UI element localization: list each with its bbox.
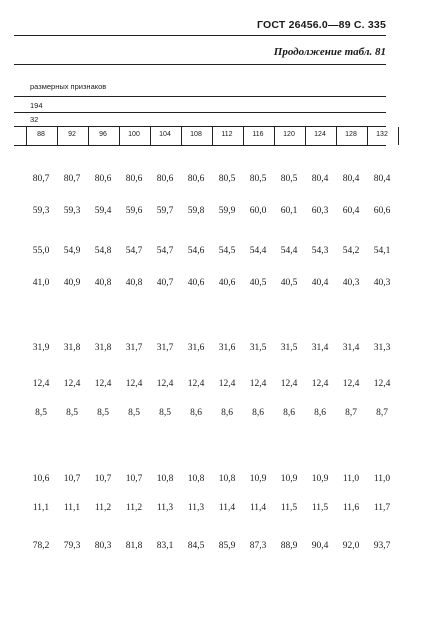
table-cell: 10,9 <box>311 474 329 484</box>
table-cell: 59,6 <box>125 206 143 216</box>
table-cell: 40,6 <box>218 278 236 288</box>
table-cell: 40,9 <box>63 278 81 288</box>
table-cell: 10,8 <box>187 474 205 484</box>
column-header: 128 <box>345 131 357 138</box>
column-header: 132 <box>376 131 388 138</box>
table-cell: 8,6 <box>221 408 233 418</box>
table-cell: 8,7 <box>376 408 388 418</box>
table-cell: 31,6 <box>187 343 205 353</box>
table-cell: 60,1 <box>280 206 298 216</box>
table-cell: 54,7 <box>156 246 174 256</box>
table-cell: 8,5 <box>128 408 140 418</box>
table-cell: 54,5 <box>218 246 236 256</box>
table-cell: 31,4 <box>342 343 360 353</box>
table-caption: размерных признаков <box>30 82 107 91</box>
table-cell: 12,4 <box>32 379 50 389</box>
table-cell: 80,4 <box>342 174 360 184</box>
table-cell: 60,3 <box>311 206 329 216</box>
table-cell: 11,2 <box>125 503 143 513</box>
table-cell: 31,6 <box>218 343 236 353</box>
table-cell: 59,9 <box>218 206 236 216</box>
table-cell: 31,3 <box>373 343 391 353</box>
table-cell: 8,6 <box>252 408 264 418</box>
table-cell: 54,8 <box>94 246 112 256</box>
table-cell: 11,4 <box>249 503 267 513</box>
column-header: 112 <box>221 131 233 138</box>
table-cell: 40,4 <box>311 278 329 288</box>
table-cell: 54,9 <box>63 246 81 256</box>
table-cell: 80,4 <box>311 174 329 184</box>
table-cell: 8,6 <box>283 408 295 418</box>
table-cell: 12,4 <box>94 379 112 389</box>
table-cell: 60,0 <box>249 206 267 216</box>
table-cell: 8,5 <box>35 408 47 418</box>
column-header: 104 <box>159 131 171 138</box>
table-cell: 60,4 <box>342 206 360 216</box>
table-cell: 85,9 <box>218 541 236 551</box>
table-cell: 10,7 <box>125 474 143 484</box>
table-cell: 40,3 <box>342 278 360 288</box>
table-cell: 54,1 <box>373 246 391 256</box>
table-cell: 80,6 <box>156 174 174 184</box>
column-header: 96 <box>99 131 107 138</box>
table-cell: 80,5 <box>218 174 236 184</box>
table-cell: 59,8 <box>187 206 205 216</box>
table-continuation-title: Продолжение табл. 81 <box>273 46 386 58</box>
table-cell: 59,7 <box>156 206 174 216</box>
height-label: 194 <box>30 101 43 110</box>
table-cell: 8,5 <box>97 408 109 418</box>
table-cell: 80,5 <box>280 174 298 184</box>
table-cell: 8,5 <box>66 408 78 418</box>
table-cell: 54,7 <box>125 246 143 256</box>
page-header: ГОСТ 26456.0—89 С. 335 <box>256 19 386 31</box>
table-cell: 31,9 <box>32 343 50 353</box>
table-cell: 31,5 <box>280 343 298 353</box>
table-cell: 11,5 <box>280 503 298 513</box>
table-cell: 11,3 <box>187 503 205 513</box>
table-cell: 40,5 <box>280 278 298 288</box>
table-cell: 87,3 <box>249 541 267 551</box>
column-header: 92 <box>68 131 76 138</box>
table-cell: 40,6 <box>187 278 205 288</box>
table-cell: 84,5 <box>187 541 205 551</box>
table-cell: 11,0 <box>373 474 391 484</box>
table-cell: 40,7 <box>156 278 174 288</box>
header-rule-bottom <box>14 64 386 65</box>
table-cell: 54,2 <box>342 246 360 256</box>
table-cell: 11,6 <box>342 503 360 513</box>
table-cell: 80,3 <box>94 541 112 551</box>
table-cell: 10,9 <box>249 474 267 484</box>
table-cell: 90,4 <box>311 541 329 551</box>
column-header: 120 <box>283 131 295 138</box>
column-header: 108 <box>190 131 202 138</box>
header-rule <box>14 35 386 36</box>
table-cell: 10,7 <box>94 474 112 484</box>
table-cell: 80,7 <box>63 174 81 184</box>
table-cell: 54,4 <box>280 246 298 256</box>
table-cell: 8,7 <box>345 408 357 418</box>
table-rule <box>14 145 386 146</box>
table-cell: 12,4 <box>125 379 143 389</box>
table-cell: 10,6 <box>32 474 50 484</box>
table-cell: 59,3 <box>63 206 81 216</box>
table-cell: 80,4 <box>373 174 391 184</box>
table-cell: 78,2 <box>32 541 50 551</box>
table-cell: 40,8 <box>125 278 143 288</box>
table-cell: 59,4 <box>94 206 112 216</box>
table-cell: 10,8 <box>218 474 236 484</box>
table-cell: 54,6 <box>187 246 205 256</box>
table-cell: 12,4 <box>280 379 298 389</box>
table-cell: 12,4 <box>311 379 329 389</box>
table-cell: 31,8 <box>94 343 112 353</box>
table-cell: 11,2 <box>94 503 112 513</box>
table-cell: 11,3 <box>156 503 174 513</box>
table-cell: 41,0 <box>32 278 50 288</box>
table-cell: 31,5 <box>249 343 267 353</box>
table-cell: 88,9 <box>280 541 298 551</box>
table-cell: 80,6 <box>187 174 205 184</box>
table-cell: 40,3 <box>373 278 391 288</box>
table-cell: 8,6 <box>314 408 326 418</box>
table-cell: 31,4 <box>311 343 329 353</box>
table-cell: 81,8 <box>125 541 143 551</box>
table-cell: 8,5 <box>159 408 171 418</box>
table-cell: 40,8 <box>94 278 112 288</box>
column-header: 100 <box>128 131 140 138</box>
table-cell: 10,9 <box>280 474 298 484</box>
table-rule <box>14 96 386 97</box>
table-rule <box>14 126 386 127</box>
table-cell: 54,3 <box>311 246 329 256</box>
table-cell: 80,6 <box>125 174 143 184</box>
table-cell: 83,1 <box>156 541 174 551</box>
table-cell: 60,6 <box>373 206 391 216</box>
table-cell: 12,4 <box>63 379 81 389</box>
table-cell: 12,4 <box>342 379 360 389</box>
table-cell: 12,4 <box>249 379 267 389</box>
table-cell: 31,8 <box>63 343 81 353</box>
bust-label: 32 <box>30 115 39 124</box>
table-cell: 80,7 <box>32 174 50 184</box>
table-cell: 93,7 <box>373 541 391 551</box>
column-divider <box>398 127 399 145</box>
table-cell: 12,4 <box>187 379 205 389</box>
table-cell: 54,4 <box>249 246 267 256</box>
table-cell: 10,7 <box>63 474 81 484</box>
table-cell: 11,5 <box>311 503 329 513</box>
table-cell: 79,3 <box>63 541 81 551</box>
table-cell: 8,6 <box>190 408 202 418</box>
table-rule <box>14 112 386 113</box>
table-cell: 10,8 <box>156 474 174 484</box>
table-cell: 59,3 <box>32 206 50 216</box>
column-header: 124 <box>314 131 326 138</box>
table-cell: 11,1 <box>32 503 50 513</box>
table-cell: 11,4 <box>218 503 236 513</box>
table-cell: 40,5 <box>249 278 267 288</box>
table-cell: 11,7 <box>373 503 391 513</box>
table-cell: 12,4 <box>373 379 391 389</box>
table-cell: 31,7 <box>156 343 174 353</box>
table-cell: 55,0 <box>32 246 50 256</box>
table-cell: 80,6 <box>94 174 112 184</box>
table-cell: 12,4 <box>218 379 236 389</box>
table-cell: 11,0 <box>342 474 360 484</box>
column-header: 116 <box>252 131 264 138</box>
column-header: 88 <box>37 131 45 138</box>
table-cell: 31,7 <box>125 343 143 353</box>
table-cell: 12,4 <box>156 379 174 389</box>
table-cell: 80,5 <box>249 174 267 184</box>
table-cell: 92,0 <box>342 541 360 551</box>
table-cell: 11,1 <box>63 503 81 513</box>
